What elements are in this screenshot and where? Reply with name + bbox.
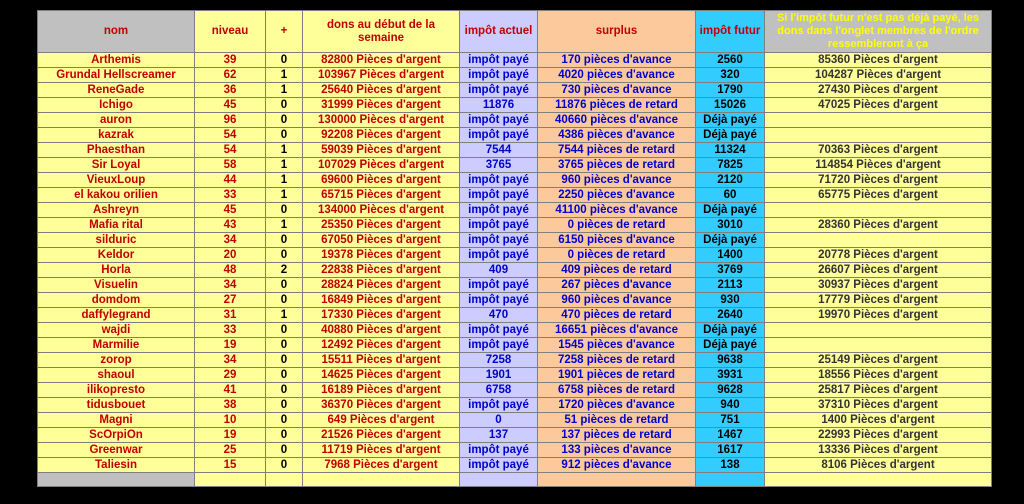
cell-niveau[interactable]: 48	[195, 263, 266, 278]
cell-plus[interactable]: 0	[266, 248, 303, 263]
cell-surplus[interactable]: 7258 pièces de retard	[538, 353, 696, 368]
cell-surplus[interactable]: 4386 pièces d'avance	[538, 128, 696, 143]
table-row	[38, 248, 992, 263]
cell-nom[interactable]: Taliesin	[38, 458, 195, 473]
empty-cell[interactable]	[460, 473, 538, 487]
cell-niveau[interactable]: 29	[195, 368, 266, 383]
cell-niveau[interactable]: 54	[195, 128, 266, 143]
cell-niveau[interactable]: 34	[195, 278, 266, 293]
cell-surplus[interactable]: 730 pièces d'avance	[538, 83, 696, 98]
cell-projection[interactable]	[765, 233, 992, 248]
cell-impot-actuel[interactable]: 7258	[460, 353, 538, 368]
cell-niveau[interactable]: 25	[195, 443, 266, 458]
cell-plus[interactable]: 0	[266, 338, 303, 353]
cell-projection[interactable]: 114854 Pièces d'argent	[765, 158, 992, 173]
table-row	[38, 218, 992, 233]
cell-impot-futur[interactable]: 751	[696, 413, 765, 428]
cell-plus[interactable]: 2	[266, 263, 303, 278]
cell-surplus[interactable]: 409 pièces de retard	[538, 263, 696, 278]
cell-dons[interactable]: 134000 Pièces d'argent	[303, 203, 460, 218]
table-row	[38, 173, 992, 188]
cell-dons[interactable]: 130000 Pièces d'argent	[303, 113, 460, 128]
cell-surplus[interactable]: 41100 pièces d'avance	[538, 203, 696, 218]
cell-dons[interactable]: 16189 Pièces d'argent	[303, 383, 460, 398]
cell-niveau[interactable]: 33	[195, 188, 266, 203]
table-row	[38, 353, 992, 368]
cell-impot-futur[interactable]: 1467	[696, 428, 765, 443]
cell-impot-futur[interactable]: 3931	[696, 368, 765, 383]
cell-impot-futur[interactable]: 9628	[696, 383, 765, 398]
cell-niveau[interactable]: 43	[195, 218, 266, 233]
cell-plus[interactable]: 0	[266, 203, 303, 218]
cell-impot-futur[interactable]: 15026	[696, 98, 765, 113]
cell-projection[interactable]	[765, 203, 992, 218]
cell-impot-actuel[interactable]: impôt payé	[460, 323, 538, 338]
cell-plus[interactable]: 0	[266, 413, 303, 428]
cell-impot-actuel[interactable]: impôt payé	[460, 128, 538, 143]
cell-impot-actuel[interactable]: impôt payé	[460, 233, 538, 248]
cell-surplus[interactable]: 51 pièces de retard	[538, 413, 696, 428]
header-nom[interactable]: nom	[38, 11, 195, 53]
cell-dons[interactable]: 92208 Pièces d'argent	[303, 128, 460, 143]
empty-cell[interactable]	[538, 473, 696, 487]
table-row	[38, 113, 992, 128]
cell-dons[interactable]: 25640 Pièces d'argent	[303, 83, 460, 98]
cell-niveau[interactable]: 19	[195, 338, 266, 353]
cell-impot-actuel[interactable]: impôt payé	[460, 278, 538, 293]
header-dons[interactable]: dons au début de la semaine	[303, 11, 460, 53]
cell-impot-actuel[interactable]: impôt payé	[460, 398, 538, 413]
cell-nom[interactable]: ScOrpiOn	[38, 428, 195, 443]
cell-impot-actuel[interactable]: impôt payé	[460, 188, 538, 203]
table-row	[38, 368, 992, 383]
cell-plus[interactable]: 1	[266, 68, 303, 83]
cell-impot-futur[interactable]: 930	[696, 293, 765, 308]
table-row	[38, 308, 992, 323]
cell-impot-actuel[interactable]: impôt payé	[460, 458, 538, 473]
cell-nom[interactable]: Sir Loyal	[38, 158, 195, 173]
cell-surplus[interactable]: 267 pièces d'avance	[538, 278, 696, 293]
cell-nom[interactable]: Ichigo	[38, 98, 195, 113]
cell-nom[interactable]: zorop	[38, 353, 195, 368]
cell-projection[interactable]	[765, 338, 992, 353]
cell-surplus[interactable]: 1545 pièces d'avance	[538, 338, 696, 353]
header-impot-futur[interactable]: impôt futur	[696, 11, 765, 53]
cell-niveau[interactable]: 20	[195, 248, 266, 263]
cell-impot-actuel[interactable]: 470	[460, 308, 538, 323]
cell-dons[interactable]: 103967 Pièces d'argent	[303, 68, 460, 83]
cell-projection[interactable]: 26607 Pièces d'argent	[765, 263, 992, 278]
cell-impot-actuel[interactable]: impôt payé	[460, 53, 538, 68]
cell-impot-actuel[interactable]: impôt payé	[460, 68, 538, 83]
tax-table	[37, 10, 992, 487]
cell-niveau[interactable]: 41	[195, 383, 266, 398]
cell-projection[interactable]: 25817 Pièces d'argent	[765, 383, 992, 398]
header-plus[interactable]: +	[266, 11, 303, 53]
table-row	[38, 203, 992, 218]
cell-impot-futur[interactable]: 2120	[696, 173, 765, 188]
cell-niveau[interactable]: 96	[195, 113, 266, 128]
cell-impot-actuel[interactable]: 11876	[460, 98, 538, 113]
cell-plus[interactable]: 0	[266, 278, 303, 293]
cell-impot-futur[interactable]: 940	[696, 398, 765, 413]
cell-surplus[interactable]: 137 pièces de retard	[538, 428, 696, 443]
table-row	[38, 83, 992, 98]
empty-cell[interactable]	[303, 473, 460, 487]
cell-surplus[interactable]: 912 pièces d'avance	[538, 458, 696, 473]
cell-impot-futur[interactable]: 2560	[696, 53, 765, 68]
cell-impot-futur[interactable]: 3010	[696, 218, 765, 233]
header-surplus[interactable]: surplus	[538, 11, 696, 53]
cell-projection[interactable]	[765, 113, 992, 128]
cell-impot-actuel[interactable]: impôt payé	[460, 218, 538, 233]
cell-projection[interactable]: 30937 Pièces d'argent	[765, 278, 992, 293]
cell-plus[interactable]: 0	[266, 443, 303, 458]
cell-impot-futur[interactable]: 60	[696, 188, 765, 203]
cell-surplus[interactable]: 0 pièces de retard	[538, 248, 696, 263]
cell-projection[interactable]	[765, 128, 992, 143]
cell-dons[interactable]: 31999 Pièces d'argent	[303, 98, 460, 113]
cell-dons[interactable]: 16849 Pièces d'argent	[303, 293, 460, 308]
cell-impot-actuel[interactable]: impôt payé	[460, 83, 538, 98]
cell-surplus[interactable]: 960 pièces d'avance	[538, 293, 696, 308]
header-projection[interactable]: Si l'impôt futur n'est pas déjà payé, les dons dans l'onglet membres de l'ordre ressembleront à ça	[765, 11, 992, 53]
cell-dons[interactable]: 40880 Pièces d'argent	[303, 323, 460, 338]
cell-projection[interactable]: 20778 Pièces d'argent	[765, 248, 992, 263]
cell-impot-futur[interactable]: Déjà payé	[696, 128, 765, 143]
cell-nom[interactable]: kazrak	[38, 128, 195, 143]
cell-projection[interactable]: 65775 Pièces d'argent	[765, 188, 992, 203]
cell-nom[interactable]: Mafia rital	[38, 218, 195, 233]
cell-projection[interactable]: 22993 Pièces d'argent	[765, 428, 992, 443]
cell-projection[interactable]: 1400 Pièces d'argent	[765, 413, 992, 428]
cell-impot-actuel[interactable]: 137	[460, 428, 538, 443]
cell-niveau[interactable]: 45	[195, 98, 266, 113]
cell-impot-actuel[interactable]: impôt payé	[460, 173, 538, 188]
cell-plus[interactable]: 0	[266, 53, 303, 68]
cell-plus[interactable]: 0	[266, 98, 303, 113]
cell-dons[interactable]: 107029 Pièces d'argent	[303, 158, 460, 173]
cell-impot-futur[interactable]: 7825	[696, 158, 765, 173]
empty-cell[interactable]	[765, 473, 992, 487]
empty-cell[interactable]	[266, 473, 303, 487]
cell-dons[interactable]: 21526 Pièces d'argent	[303, 428, 460, 443]
cell-projection[interactable]: 71720 Pièces d'argent	[765, 173, 992, 188]
cell-nom[interactable]: auron	[38, 113, 195, 128]
cell-surplus[interactable]: 4020 pièces d'avance	[538, 68, 696, 83]
cell-surplus[interactable]: 6150 pièces d'avance	[538, 233, 696, 248]
empty-row	[38, 473, 992, 487]
cell-dons[interactable]: 649 Pièces d'argent	[303, 413, 460, 428]
header-impot-actuel[interactable]: impôt actuel	[460, 11, 538, 53]
cell-plus[interactable]: 0	[266, 113, 303, 128]
table-row	[38, 68, 992, 83]
cell-impot-actuel[interactable]: 1901	[460, 368, 538, 383]
cell-niveau[interactable]: 62	[195, 68, 266, 83]
cell-impot-futur[interactable]: Déjà payé	[696, 203, 765, 218]
cell-surplus[interactable]: 2250 pièces d'avance	[538, 188, 696, 203]
cell-impot-futur[interactable]: 320	[696, 68, 765, 83]
cell-projection[interactable]	[765, 323, 992, 338]
cell-plus[interactable]: 0	[266, 458, 303, 473]
cell-projection[interactable]: 28360 Pièces d'argent	[765, 218, 992, 233]
table-row	[38, 338, 992, 353]
cell-plus[interactable]: 1	[266, 143, 303, 158]
cell-plus[interactable]: 1	[266, 218, 303, 233]
cell-dons[interactable]: 69600 Pièces d'argent	[303, 173, 460, 188]
cell-surplus[interactable]: 0 pièces de retard	[538, 218, 696, 233]
table-row	[38, 323, 992, 338]
cell-impot-actuel[interactable]: impôt payé	[460, 338, 538, 353]
table-row	[38, 158, 992, 173]
cell-nom[interactable]: ilikopresto	[38, 383, 195, 398]
cell-projection[interactable]: 8106 Pièces d'argent	[765, 458, 992, 473]
cell-surplus[interactable]: 16651 pièces d'avance	[538, 323, 696, 338]
cell-plus[interactable]: 0	[266, 398, 303, 413]
cell-surplus[interactable]: 960 pièces d'avance	[538, 173, 696, 188]
cell-dons[interactable]: 11719 Pièces d'argent	[303, 443, 460, 458]
table-row	[38, 293, 992, 308]
cell-plus[interactable]: 1	[266, 308, 303, 323]
cell-niveau[interactable]: 27	[195, 293, 266, 308]
table-row	[38, 98, 992, 113]
cell-projection[interactable]: 37310 Pièces d'argent	[765, 398, 992, 413]
table-row	[38, 53, 992, 68]
table-row	[38, 458, 992, 473]
cell-impot-actuel[interactable]: impôt payé	[460, 113, 538, 128]
cell-plus[interactable]: 0	[266, 233, 303, 248]
cell-dons[interactable]: 17330 Pièces d'argent	[303, 308, 460, 323]
cell-niveau[interactable]: 34	[195, 233, 266, 248]
cell-niveau[interactable]: 44	[195, 173, 266, 188]
table-row	[38, 443, 992, 458]
cell-dons[interactable]: 82800 Pièces d'argent	[303, 53, 460, 68]
cell-nom[interactable]: VieuxLoup	[38, 173, 195, 188]
cell-impot-actuel[interactable]: impôt payé	[460, 293, 538, 308]
cell-surplus[interactable]: 170 pièces d'avance	[538, 53, 696, 68]
cell-projection[interactable]: 18556 Pièces d'argent	[765, 368, 992, 383]
cell-impot-futur[interactable]: Déjà payé	[696, 323, 765, 338]
cell-impot-futur[interactable]: 11324	[696, 143, 765, 158]
cell-nom[interactable]: Visuelin	[38, 278, 195, 293]
cell-surplus[interactable]: 3765 pièces de retard	[538, 158, 696, 173]
cell-impot-actuel[interactable]: 6758	[460, 383, 538, 398]
cell-projection[interactable]: 70363 Pièces d'argent	[765, 143, 992, 158]
cell-surplus[interactable]: 40660 pièces d'avance	[538, 113, 696, 128]
cell-nom[interactable]: el kakou orilien	[38, 188, 195, 203]
cell-dons[interactable]: 59039 Pièces d'argent	[303, 143, 460, 158]
cell-nom[interactable]: Phaesthan	[38, 143, 195, 158]
header-row	[38, 11, 992, 53]
cell-dons[interactable]: 36370 Pièces d'argent	[303, 398, 460, 413]
cell-nom[interactable]: Magni	[38, 413, 195, 428]
table-row	[38, 128, 992, 143]
cell-projection[interactable]: 17779 Pièces d'argent	[765, 293, 992, 308]
cell-niveau[interactable]: 38	[195, 398, 266, 413]
cell-nom[interactable]: Horla	[38, 263, 195, 278]
cell-plus[interactable]: 0	[266, 293, 303, 308]
cell-dons[interactable]: 14625 Pièces d'argent	[303, 368, 460, 383]
cell-projection[interactable]: 104287 Pièces d'argent	[765, 68, 992, 83]
cell-impot-futur[interactable]: Déjà payé	[696, 233, 765, 248]
cell-dons[interactable]: 12492 Pièces d'argent	[303, 338, 460, 353]
cell-plus[interactable]: 0	[266, 383, 303, 398]
table-row	[38, 143, 992, 158]
cell-impot-futur[interactable]: 1790	[696, 83, 765, 98]
cell-dons[interactable]: 25350 Pièces d'argent	[303, 218, 460, 233]
cell-nom[interactable]: wajdi	[38, 323, 195, 338]
cell-surplus[interactable]: 1720 pièces d'avance	[538, 398, 696, 413]
cell-projection[interactable]: 85360 Pièces d'argent	[765, 53, 992, 68]
cell-nom[interactable]: domdom	[38, 293, 195, 308]
cell-plus[interactable]: 0	[266, 368, 303, 383]
cell-dons[interactable]: 19378 Pièces d'argent	[303, 248, 460, 263]
cell-nom[interactable]: ReneGade	[38, 83, 195, 98]
table-row	[38, 263, 992, 278]
cell-dons[interactable]: 22838 Pièces d'argent	[303, 263, 460, 278]
cell-impot-actuel[interactable]: 3765	[460, 158, 538, 173]
cell-plus[interactable]: 1	[266, 158, 303, 173]
table-row	[38, 278, 992, 293]
cell-nom[interactable]: Keldor	[38, 248, 195, 263]
table-row	[38, 188, 992, 203]
cell-impot-actuel[interactable]: impôt payé	[460, 203, 538, 218]
cell-niveau[interactable]: 54	[195, 143, 266, 158]
cell-projection[interactable]: 25149 Pièces d'argent	[765, 353, 992, 368]
cell-dons[interactable]: 65715 Pièces d'argent	[303, 188, 460, 203]
cell-plus[interactable]: 1	[266, 173, 303, 188]
cell-surplus[interactable]: 11876 pièces de retard	[538, 98, 696, 113]
cell-nom[interactable]: Marmilie	[38, 338, 195, 353]
cell-projection[interactable]: 47025 Pièces d'argent	[765, 98, 992, 113]
cell-surplus[interactable]: 470 pièces de retard	[538, 308, 696, 323]
cell-surplus[interactable]: 7544 pièces de retard	[538, 143, 696, 158]
cell-nom[interactable]: Greenwar	[38, 443, 195, 458]
cell-niveau[interactable]: 58	[195, 158, 266, 173]
cell-projection[interactable]: 19970 Pièces d'argent	[765, 308, 992, 323]
cell-plus[interactable]: 0	[266, 353, 303, 368]
cell-impot-futur[interactable]: Déjà payé	[696, 338, 765, 353]
cell-impot-futur[interactable]: 9638	[696, 353, 765, 368]
cell-nom[interactable]: tidusbouet	[38, 398, 195, 413]
table-row	[38, 233, 992, 248]
cell-niveau[interactable]: 15	[195, 458, 266, 473]
cell-surplus[interactable]: 6758 pièces de retard	[538, 383, 696, 398]
cell-dons[interactable]: 28824 Pièces d'argent	[303, 278, 460, 293]
cell-impot-actuel[interactable]: impôt payé	[460, 443, 538, 458]
cell-nom[interactable]: daffylegrand	[38, 308, 195, 323]
cell-impot-actuel[interactable]: impôt payé	[460, 248, 538, 263]
cell-surplus[interactable]: 1901 pièces de retard	[538, 368, 696, 383]
cell-impot-futur[interactable]: 1400	[696, 248, 765, 263]
cell-surplus[interactable]: 133 pièces d'avance	[538, 443, 696, 458]
cell-niveau[interactable]: 19	[195, 428, 266, 443]
cell-nom[interactable]: silduric	[38, 233, 195, 248]
cell-niveau[interactable]: 36	[195, 83, 266, 98]
cell-nom[interactable]: Ashreyn	[38, 203, 195, 218]
cell-nom[interactable]: shaoul	[38, 368, 195, 383]
spreadsheet	[37, 10, 991, 486]
cell-impot-futur[interactable]: 138	[696, 458, 765, 473]
table-row	[38, 413, 992, 428]
cell-dons[interactable]: 7968 Pièces d'argent	[303, 458, 460, 473]
header-niveau[interactable]: niveau	[195, 11, 266, 53]
table-body	[38, 53, 992, 487]
cell-plus[interactable]: 0	[266, 323, 303, 338]
cell-plus[interactable]: 0	[266, 428, 303, 443]
cell-impot-futur[interactable]: 2640	[696, 308, 765, 323]
cell-niveau[interactable]: 45	[195, 203, 266, 218]
cell-impot-actuel[interactable]: 409	[460, 263, 538, 278]
table-row	[38, 383, 992, 398]
empty-cell[interactable]	[696, 473, 765, 487]
cell-plus[interactable]: 0	[266, 128, 303, 143]
cell-projection[interactable]: 27430 Pièces d'argent	[765, 83, 992, 98]
cell-dons[interactable]: 15511 Pièces d'argent	[303, 353, 460, 368]
empty-cell[interactable]	[195, 473, 266, 487]
cell-impot-futur[interactable]: 1617	[696, 443, 765, 458]
cell-niveau[interactable]: 10	[195, 413, 266, 428]
cell-dons[interactable]: 67050 Pièces d'argent	[303, 233, 460, 248]
cell-niveau[interactable]: 34	[195, 353, 266, 368]
cell-impot-futur[interactable]: 3769	[696, 263, 765, 278]
cell-plus[interactable]: 1	[266, 188, 303, 203]
cell-plus[interactable]: 1	[266, 83, 303, 98]
empty-cell[interactable]	[38, 473, 195, 487]
table-row	[38, 398, 992, 413]
cell-niveau[interactable]: 39	[195, 53, 266, 68]
cell-impot-futur[interactable]: 2113	[696, 278, 765, 293]
cell-impot-actuel[interactable]: 0	[460, 413, 538, 428]
table-row	[38, 428, 992, 443]
cell-niveau[interactable]: 31	[195, 308, 266, 323]
cell-impot-futur[interactable]: Déjà payé	[696, 113, 765, 128]
cell-nom[interactable]: Grundal Hellscreamer	[38, 68, 195, 83]
cell-projection[interactable]: 13336 Pièces d'argent	[765, 443, 992, 458]
cell-impot-actuel[interactable]: 7544	[460, 143, 538, 158]
cell-niveau[interactable]: 33	[195, 323, 266, 338]
cell-nom[interactable]: Arthemis	[38, 53, 195, 68]
